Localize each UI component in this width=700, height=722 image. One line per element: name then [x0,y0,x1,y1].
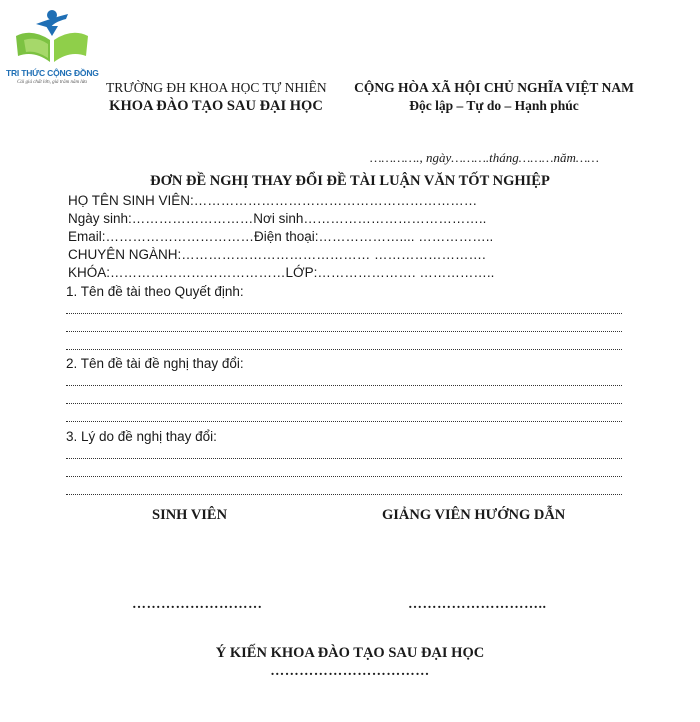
faculty-name: KHOA ĐÀO TẠO SAU ĐẠI HỌC [109,98,323,114]
section-current-topic: 1. Tên đề tài theo Quyết định: [66,284,244,299]
blank-line [66,385,622,386]
blank-line [66,331,622,332]
national-title: CỘNG HÒA XÃ HỘI CHỦ NGHĨA VIỆT NAM [354,80,634,95]
section-new-topic: 2. Tên đề tài đề nghị thay đổi: [66,356,244,371]
student-name-field: HỌ TÊN SINH VIÊN:……………………………………………………… [68,193,478,208]
class-field: KHÓA:…………………………………LỚP:…………………. …………….. [68,265,495,280]
major-field: CHUYÊN NGÀNH:…………………………………… ……………………. [68,247,486,262]
faculty-opinion-label: Ý KIẾN KHOA ĐÀO TẠO SAU ĐẠI HỌC [215,645,485,661]
advisor-signature-label: GIẢNG VIÊN HƯỚNG DẪN [382,507,566,523]
blank-line [66,403,622,404]
blank-line [66,313,622,314]
blank-line [66,476,622,477]
national-motto: Độc lập – Tự do – Hạnh phúc [409,98,579,113]
advisor-signature-line: ……………………….. [408,597,547,612]
blank-line [66,421,622,422]
date-line: …………., ngày……….tháng………năm…… [370,150,599,165]
school-name: TRƯỜNG ĐH KHOA HỌC TỰ NHIÊN [106,80,327,95]
blank-line [66,349,622,350]
form-title: ĐƠN ĐỀ NGHỊ THAY ĐỔI ĐỀ TÀI LUẬN VĂN TỐT NGHIỆP [150,173,550,189]
book-person-icon [6,6,98,68]
blank-line [66,458,622,459]
brand-logo [6,6,98,96]
logo-name: TRI THỨC CỘNG ĐỒNG [6,68,99,78]
blank-line [66,494,622,495]
student-signature-label: SINH VIÊN [152,507,228,523]
logo-tagline: Cải giá chất lớn, giá trăm năm lửa [17,80,87,85]
student-signature-line: ……………………… [132,597,263,612]
section-reason: 3. Lý do đề nghị thay đổi: [66,429,217,444]
contact-field: Email:……………………………Điện thoại:……………….... …………….. [68,229,494,244]
birth-info-field: Ngày sinh:………………………Nơi sinh………………………………….. [68,211,487,226]
faculty-opinion-line: …………………………… [270,664,430,679]
